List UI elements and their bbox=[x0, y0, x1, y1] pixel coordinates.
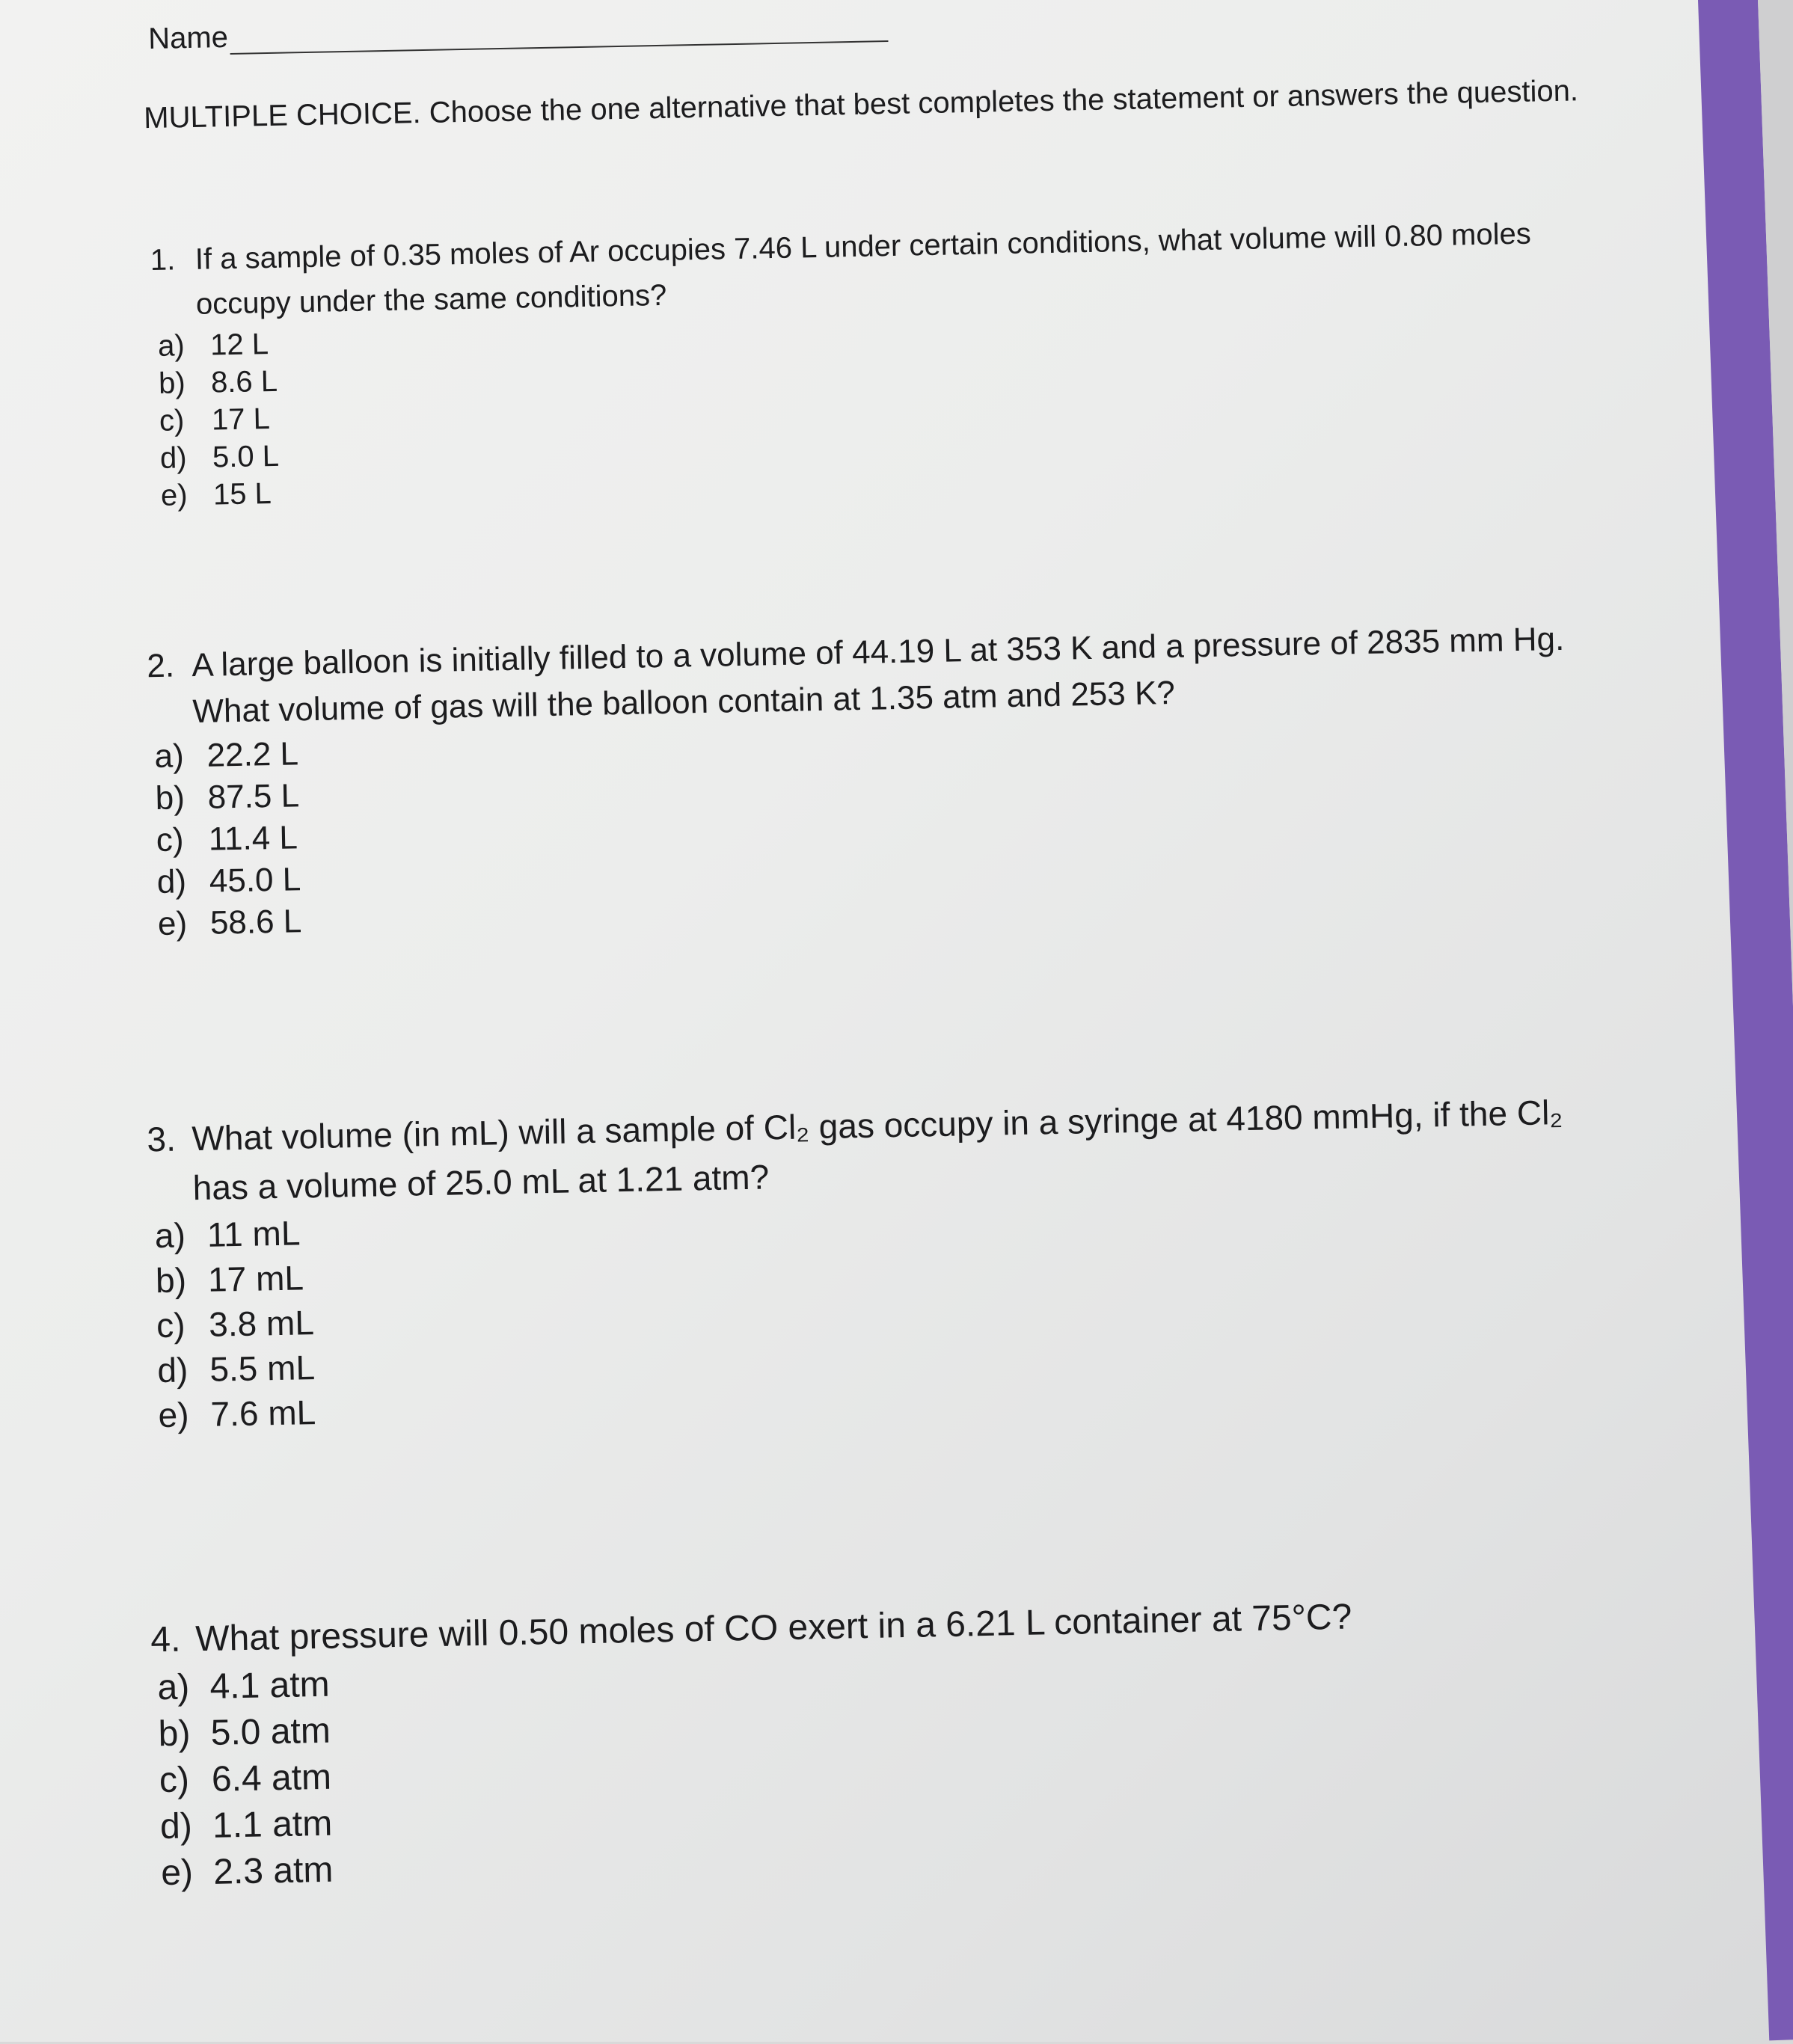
choice-list bbox=[129, 1637, 1629, 1897]
choice-letter: c) bbox=[159, 1760, 190, 1801]
choice-text: 15 L bbox=[212, 476, 272, 512]
choice-text: 87.5 L bbox=[207, 777, 300, 816]
question-1 bbox=[127, 209, 1628, 515]
question-text: A large balloon is initially filled to a volume of 44.19 L at 353 K and a pressure of 2835 mm Hg. What volume of gas will the balloon contain at 1.35 atm and 253 K? bbox=[191, 620, 1565, 731]
question-2 bbox=[124, 615, 1625, 945]
choice-text: 5.0 atm bbox=[210, 1710, 331, 1753]
choice-text: 45.0 L bbox=[209, 861, 301, 900]
choice-letter: d) bbox=[159, 441, 187, 475]
choice-letter: a) bbox=[157, 1667, 190, 1708]
question-3 bbox=[124, 1087, 1626, 1438]
choice-list bbox=[129, 299, 1628, 515]
choice-text: 3.8 mL bbox=[208, 1303, 315, 1344]
choice-text: 1.1 atm bbox=[212, 1803, 333, 1846]
question-4 bbox=[128, 1588, 1629, 1897]
choice-letter: e) bbox=[160, 479, 188, 512]
choice-list bbox=[126, 1185, 1625, 1438]
choice-letter: c) bbox=[156, 821, 184, 859]
name-label: Name bbox=[147, 20, 229, 56]
choice-letter: d) bbox=[156, 863, 187, 901]
choice-text: 17 mL bbox=[207, 1258, 304, 1299]
choice-letter: e) bbox=[160, 1853, 194, 1894]
question-text: What volume (in mL) will a sample of Cl₂ gas occupy in a syringe at 4180 mmHg, if the Cl₂ has a volume of 25.0 mL at 1.21 atm? bbox=[191, 1093, 1563, 1208]
choice-text: 5.5 mL bbox=[209, 1348, 316, 1389]
question-number: 4. bbox=[150, 1619, 181, 1660]
name-blank-line bbox=[230, 40, 888, 55]
choice-letter: b) bbox=[155, 779, 186, 817]
choice-letter: c) bbox=[159, 404, 185, 438]
instructions-text: MULTIPLE CHOICE. Choose the one alternative that best completes the statement or answers the question. bbox=[143, 74, 1579, 135]
choice-letter: d) bbox=[156, 1350, 189, 1390]
choice-text: 17 L bbox=[211, 402, 271, 437]
choice-text: 58.6 L bbox=[209, 903, 302, 942]
question-text: What pressure will 0.50 moles of CO exert in a 6.21 L container at 75°C? bbox=[194, 1597, 1352, 1660]
choice-letter: b) bbox=[158, 1713, 191, 1755]
question-number: 2. bbox=[146, 647, 175, 685]
choice-text: 8.6 L bbox=[210, 364, 278, 399]
question-text: If a sample of 0.35 moles of Ar occupies 7.46 L under certain conditions, what volume will 0.80 moles occupy under the same conditions? bbox=[194, 217, 1532, 321]
question-number: 1. bbox=[150, 243, 176, 277]
choice-text: 11.4 L bbox=[208, 819, 298, 858]
name-field bbox=[148, 8, 888, 56]
question-number: 3. bbox=[146, 1119, 177, 1159]
choice-letter: e) bbox=[157, 905, 188, 943]
choice-text: 22.2 L bbox=[206, 735, 299, 774]
choice-text: 4.1 atm bbox=[209, 1664, 331, 1707]
choice-text: 2.3 atm bbox=[212, 1850, 334, 1892]
choice-text: 5.0 L bbox=[212, 439, 280, 474]
choice-text: 11 mL bbox=[206, 1213, 301, 1254]
choice-text: 7.6 mL bbox=[210, 1393, 316, 1434]
choice-letter: c) bbox=[156, 1305, 186, 1345]
choice-letter: b) bbox=[158, 366, 186, 400]
choice-letter: e) bbox=[158, 1395, 189, 1435]
choice-letter: a) bbox=[157, 329, 186, 363]
choice-text: 12 L bbox=[209, 328, 269, 362]
choice-text: 6.4 atm bbox=[211, 1757, 332, 1799]
choice-letter: d) bbox=[159, 1806, 193, 1847]
choice-letter: a) bbox=[154, 1215, 186, 1256]
choice-letter: a) bbox=[154, 737, 185, 776]
choice-letter: b) bbox=[155, 1260, 187, 1301]
choice-list bbox=[126, 708, 1625, 945]
